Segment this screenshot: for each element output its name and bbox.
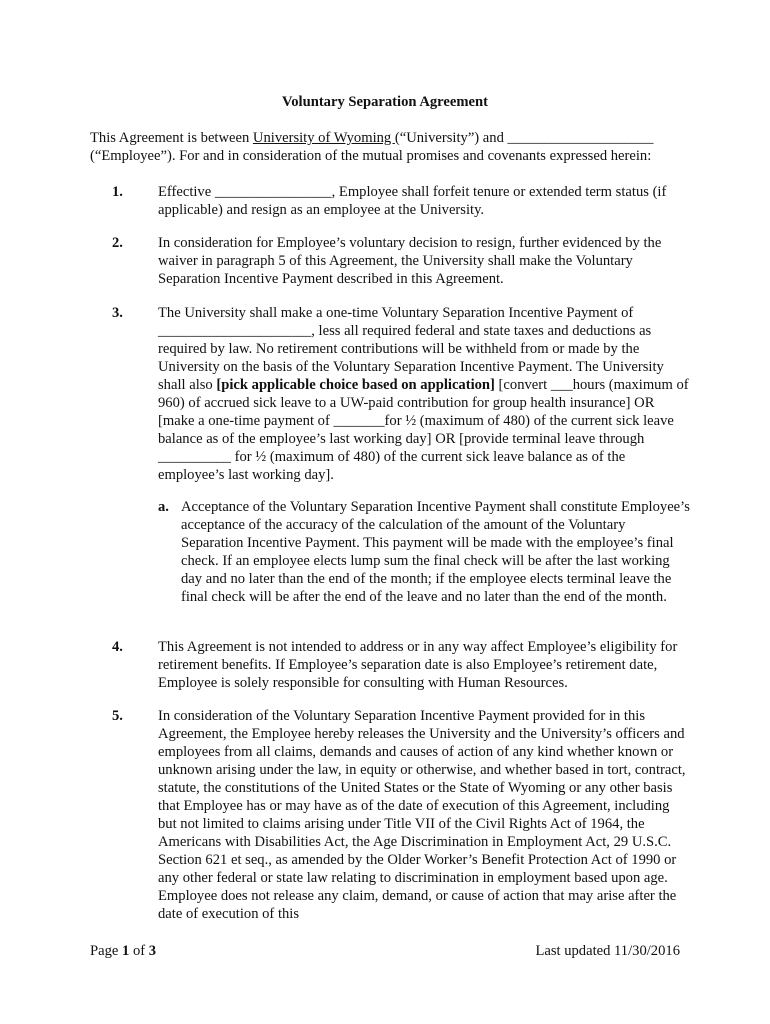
clause-2 [90, 234, 690, 288]
clause-number: 1. [112, 184, 123, 200]
clause-text: Effective ________________, Employee shall forfeit tenure or extended term status (if applicable) and resign as an employee at the University. [158, 184, 667, 218]
clause-text [158, 304, 690, 484]
clause-3-bold-instruction: [pick applicable choice based on application] [216, 377, 495, 393]
page-of: of [129, 943, 149, 959]
clause-number: 4. [112, 639, 123, 655]
clause-1 [90, 183, 690, 219]
subclause-letter: a. [158, 499, 169, 515]
current-page: 1 [122, 943, 130, 959]
last-updated: Last updated 11/30/2016 [535, 943, 680, 959]
subclause-text: Acceptance of the Voluntary Separation Incentive Payment shall constitute Employee’s acceptance of the accuracy of the calculation of the amount of the Voluntary Separation Incentive Payment. This payment will be made with the employee’s final check. If an employee elects lump sum the final check will be after the last working day and no later than the end of the month; if the employee elects terminal leave the final check will be after the end of the leave and no later than the end of the month. [181, 499, 690, 605]
intro-text-consideration: (“Employee”). For and in consideration of the mutual promises and covenants expressed herein: [90, 148, 652, 164]
total-pages: 3 [148, 943, 157, 959]
clause-3-text-end: [convert ___hours (maximum of 960) of accrued sick leave to a UW-paid contribution for group health insurance] OR [make a one-time payment of _______for ½ (maximum of 480) of the current sick leave balance as of the employee’s last working day] OR [provide terminal leave through __________ for ½ (maximum of 480) of the current sick leave balance as of the employee’s last working day]. [158, 377, 689, 483]
clause-number: 5. [112, 708, 123, 724]
university-name: University of Wyoming [252, 130, 395, 146]
clause-number: 2. [112, 235, 123, 251]
intro-paragraph [90, 129, 690, 165]
intro-text-start: This Agreement is between [90, 130, 253, 146]
clause-4 [90, 638, 690, 692]
page-number [90, 942, 156, 960]
clause-text: This Agreement is not intended to address or in any way affect Employee’s eligibility for retirement benefits. If Employee’s separation date is also Employee’s retirement date, Employee is solely responsible for consulting with Human Resources. [158, 639, 678, 691]
document-title: Voluntary Separation Agreement [282, 94, 488, 110]
clause-text: In consideration of the Voluntary Separation Incentive Payment provided for in this Agreement, the Employee hereby releases the University and the University’s officers and employees from all claims, demands and causes of action of any kind whether known or unknown arising under the law, in equity or otherwise, and whether based in tort, contract, statute, the constitutions of the United States or the State of Wyoming or any other basis that Employee has or may have as of the date of execution of this Agreement, including but not limited to claims arising under Title VII of the Civil Rights Act of 1964, the Americans with Disabilities Act, the Age Discrimination in Employment Act, 29 U.S.C. Section 621 et seq., as amended by the Older Worker’s Benefit Protection Act of 1990 or any other federal or state law relating to discrimination in employment based upon age. Employee does not release any claim, demand, or cause of action that may arise after the date of execution of this [158, 708, 686, 922]
clause-3 [90, 304, 690, 484]
clause-5 [90, 707, 690, 923]
clause-3-text-start: The University shall make a one-time Voluntary Separation Incentive Payment of _____________________, less all required federal and state taxes and deductions as required by law. No retirement contributions will be withheld from or made by the University on the basis of the Voluntary Separation Incentive Payment. The University shall also [158, 305, 664, 393]
clause-number: 3. [112, 305, 123, 321]
page-prefix: Page [90, 943, 123, 959]
clause-text: In consideration for Employee’s voluntary decision to resign, further evidenced by the waiver in paragraph 5 of this Agreement, the University shall make the Voluntary Separation Incentive Payment described in this Agreement. [158, 235, 662, 287]
intro-text-parties: (“University”) and ____________________ [394, 130, 654, 146]
clause-3a [158, 498, 690, 606]
